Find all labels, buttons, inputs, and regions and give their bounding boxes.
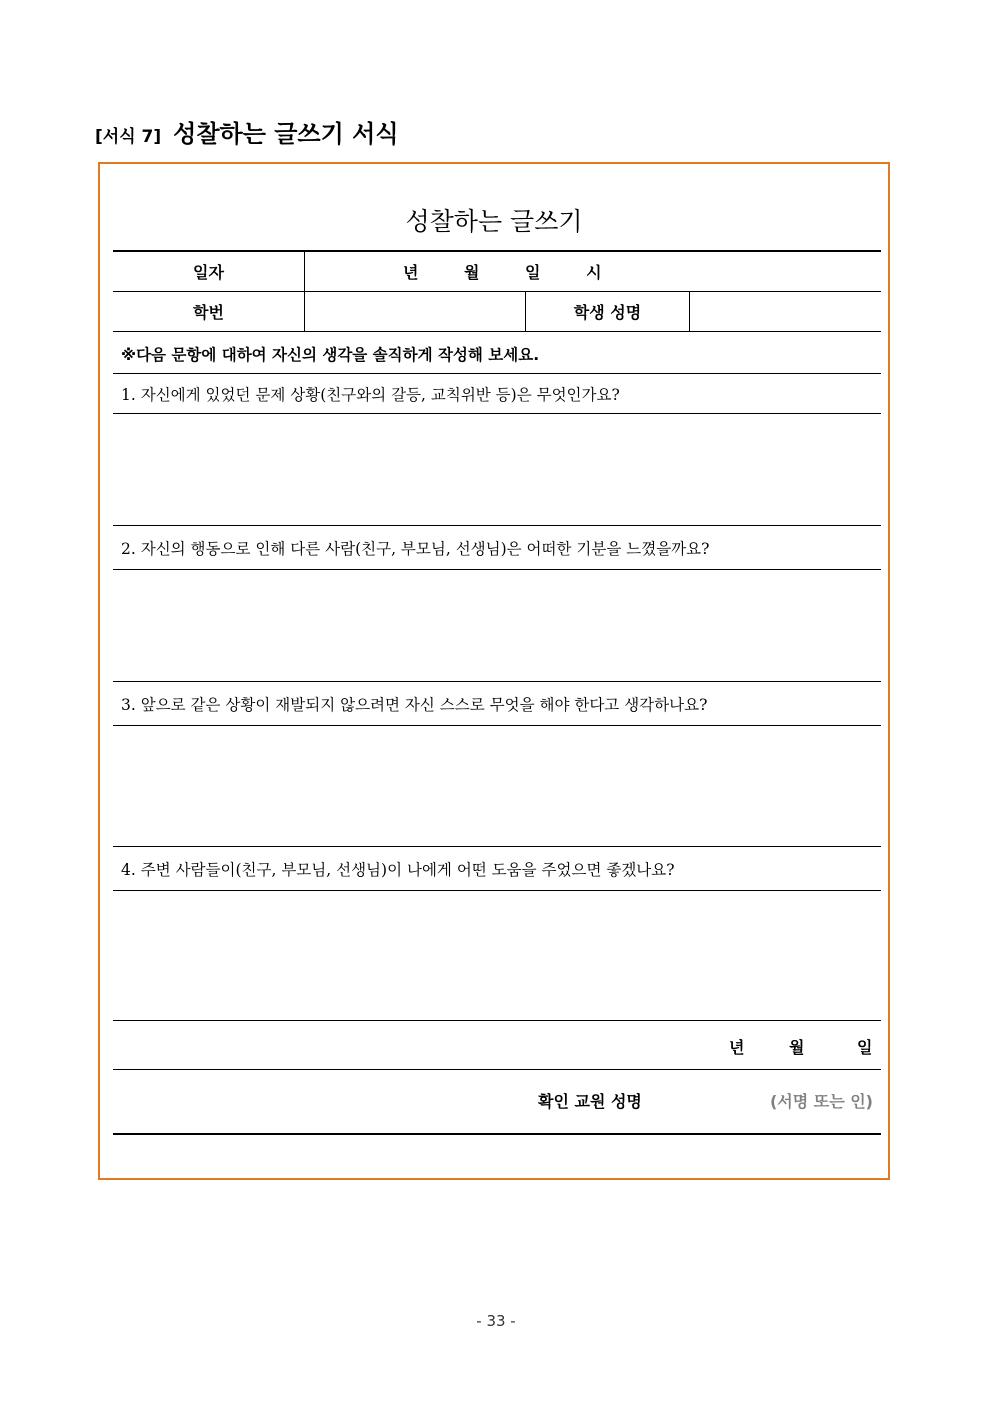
answer-area-1[interactable] — [113, 414, 881, 525]
teacher-signature-row — [113, 1070, 881, 1135]
student-row — [113, 292, 881, 332]
confirm-day-label: 일 — [857, 1038, 873, 1057]
answer-area-2[interactable] — [113, 570, 881, 681]
question-1: 1. 자신에게 있었던 문제 상황(친구와의 갈등, 교칙위반 등)은 무엇인가요? — [113, 374, 881, 414]
page-heading — [95, 114, 399, 149]
date-field[interactable]: 년 월 일 시 — [305, 251, 882, 292]
teacher-name-label: 확인 교원 성명 — [538, 1092, 642, 1111]
confirm-year-label: 년 — [729, 1038, 745, 1057]
page-number: - 33 - — [476, 1312, 516, 1330]
student-info-table — [113, 250, 881, 332]
student-name-field[interactable] — [690, 292, 882, 332]
question-4: 4. 주변 사람들이(친구, 부모님, 선생님)이 나에게 어떤 도움을 주었으면 좋겠나요? — [113, 846, 881, 891]
instruction-text: ※다음 문항에 대하여 자신의 생각을 솔직하게 작성해 보세요. — [113, 334, 881, 374]
date-row — [113, 251, 881, 292]
question-3: 3. 앞으로 같은 상황이 재발되지 않으려면 자신 스스로 무엇을 해야 한다고 생각하나요? — [113, 681, 881, 726]
student-id-label: 학번 — [113, 292, 305, 332]
form-frame — [98, 162, 890, 1180]
student-name-label: 학생 성명 — [526, 292, 690, 332]
form-number-label: [서식 7] — [95, 127, 162, 147]
confirm-month-label: 월 — [789, 1038, 805, 1057]
answer-area-4[interactable] — [113, 891, 881, 1020]
student-id-field[interactable] — [305, 292, 526, 332]
question-2: 2. 자신의 행동으로 인해 다른 사람(친구, 부모님, 선생님)은 어떠한 기분을 느꼈을까요? — [113, 525, 881, 570]
signature-hint[interactable]: (서명 또는 인) — [769, 1092, 873, 1111]
form-title: 성찰하는 글쓰기 — [405, 207, 583, 236]
date-label: 일자 — [113, 251, 305, 292]
page-title: 성찰하는 글쓰기 서식 — [173, 120, 399, 148]
answer-area-3[interactable] — [113, 726, 881, 846]
confirm-date-row — [113, 1020, 881, 1070]
